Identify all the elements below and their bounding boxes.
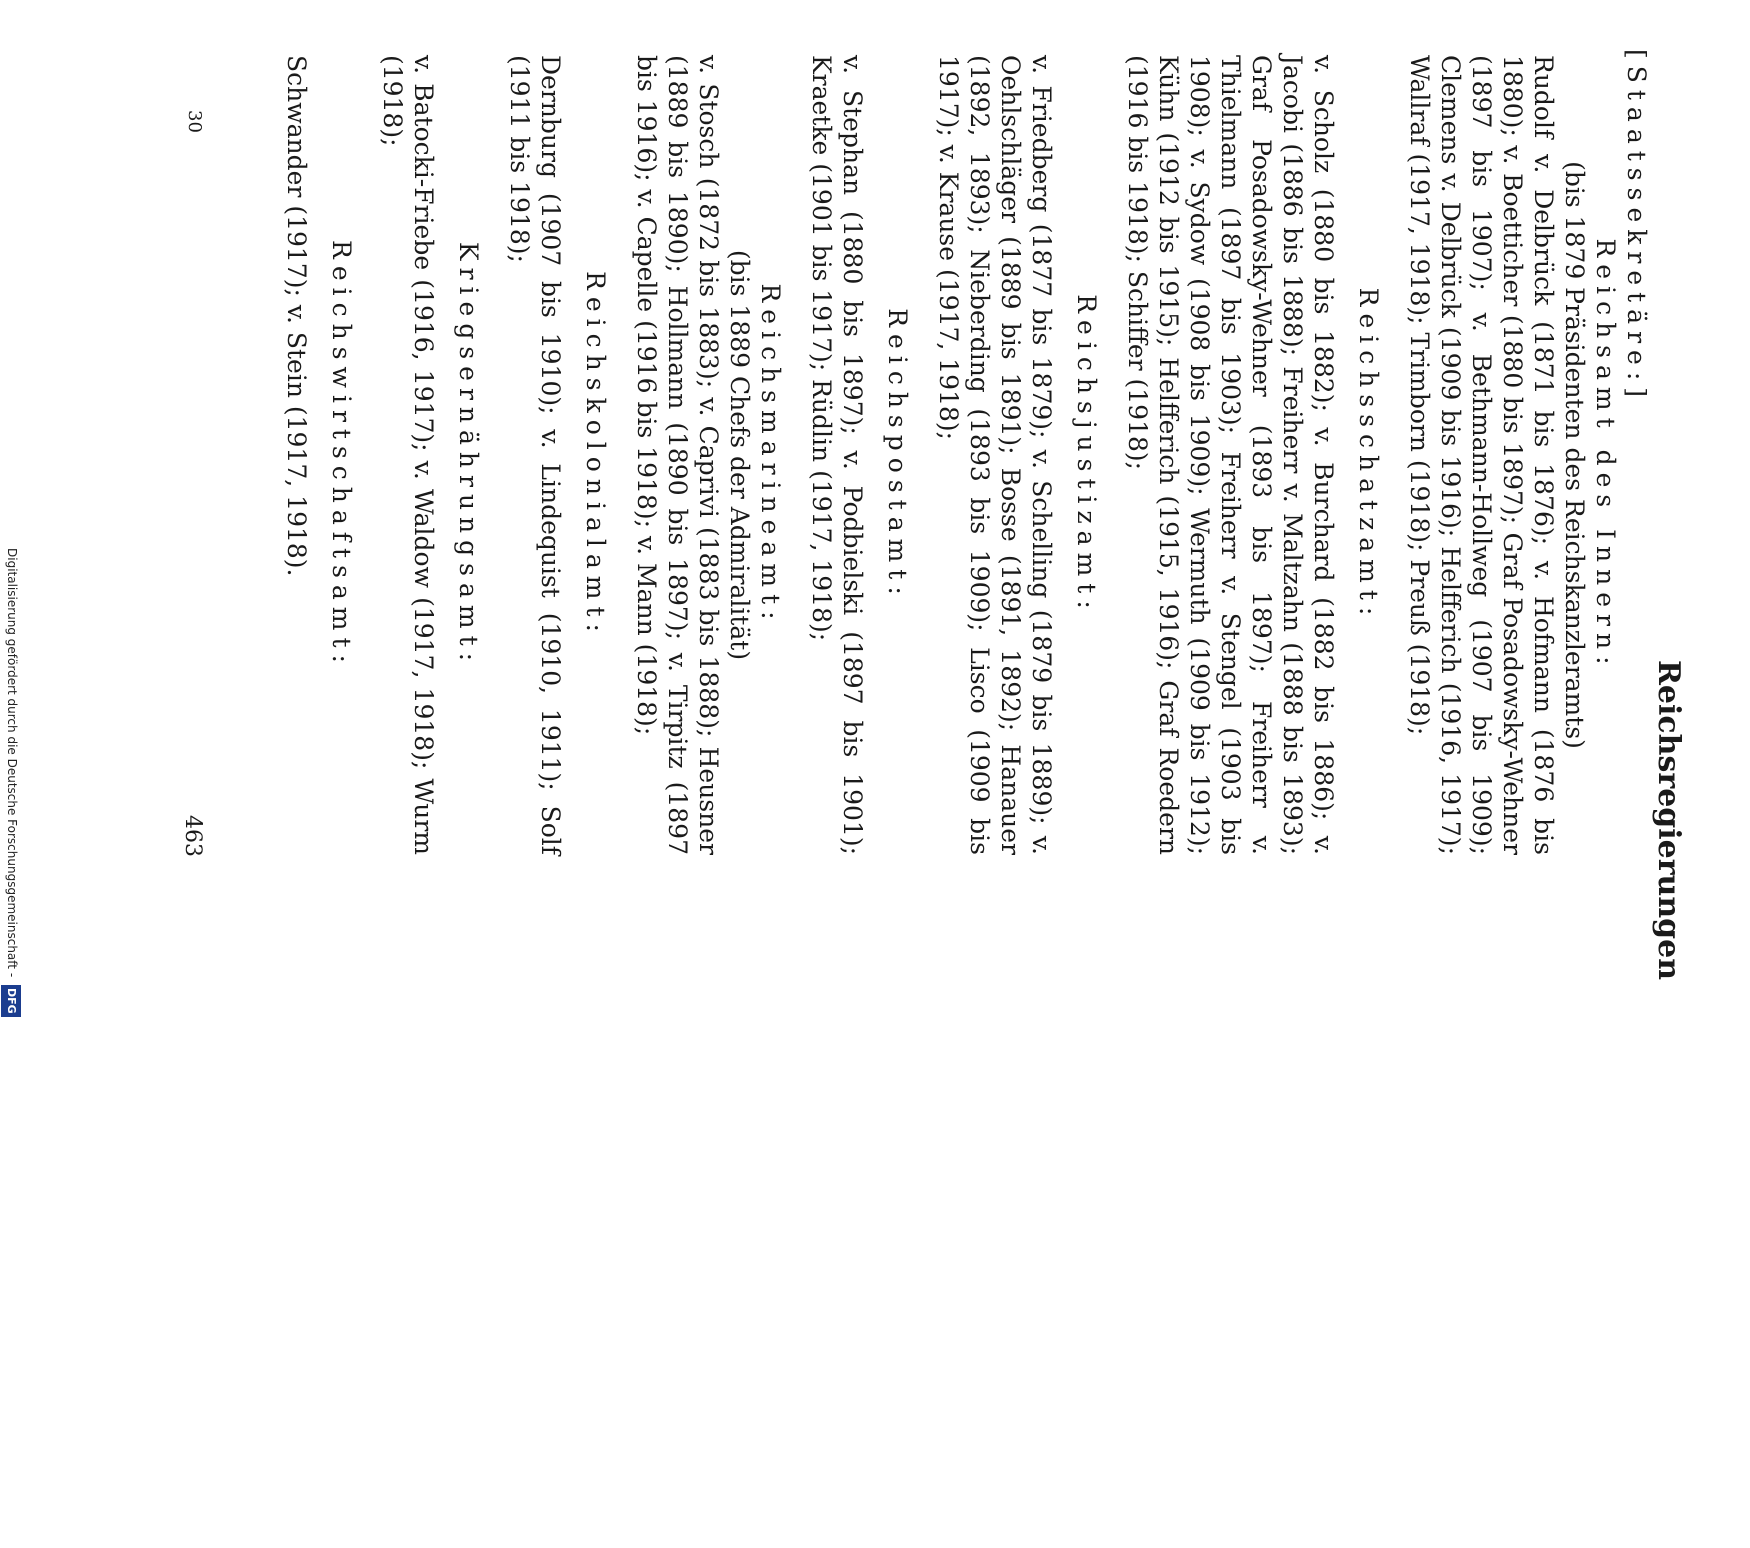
section-heading: Reichskolonialamt: [581, 271, 610, 639]
page-title: Reichsregierungen [1651, 660, 1686, 981]
paragraph: v. Stephan (1880 bis 1897); v. Podbielski (1897 bis 1901); Kraetke (1901 bis 1917); Rüdlin (1917, 1918); [807, 55, 867, 855]
section-heading: Reichspostamt: [883, 308, 912, 602]
paragraph: v. Batocki-Friebe (1916, 1917); v. Waldow (1917, 1918); Wurm (1918); [378, 55, 438, 855]
section-subheading: (bis 1889 Chefs der Admiralität) [725, 249, 754, 661]
paragraph: v. Stosch (1872 bis 1883); v. Caprivi (1883 bis 1888); Heusner (1889 bis 1890); Hollmann (1890 bis 1897); v. Tirpitz (1897 bis 1916); v. Capelle (1916 bis 1918); v. Mann (1918); [632, 55, 723, 855]
section-heading: Reichsamt des Innern: [1591, 238, 1620, 672]
paragraph: Schwander (1917); v. Stein (1917, 1918). [282, 55, 311, 577]
section-heading: Reichswirtschaftsamt: [327, 240, 356, 670]
paragraph: v. Scholz (1880 bis 1882); v. Burchard (1882 bis 1886); v. Jacobi (1886 bis 1888); Freiherr v. Maltzahn (1888 bis 1893); Graf Posadowsky-Wehner (1893 bis 1897); Freiherr v. Thielmann (1897 bis 1903); Freiherr v. Stengel (1903 bis 1908); v. Sydow (1908 bis 1909); Wermuth (1909 bis 1912); Kühn (1912 bis 1915); Helfferich (1915, 1916); Graf Roedern (1916 bis 1918); Schiffer (1918); [1123, 55, 1338, 855]
signature-mark: 30 [184, 110, 205, 133]
section-subheading: (bis 1879 Präsidenten des Reichskanzleramts) [1560, 161, 1589, 749]
paragraph: v. Friedberg (1877 bis 1879); v. Schelling (1879 bis 1889); v. Oehlschläger (1889 bis 1891); Bosse (1891, 1892); Hanauer (1892, 1893); Nieberding (1893 bis 1909); Lisco (1909 bis 1917); v. Krause (1917, 1918); [934, 55, 1056, 855]
text-block [281, 49, 1652, 855]
section-lead: [Staatssekretäre:] [1622, 49, 1651, 405]
paragraph: Rudolf v. Delbrück (1871 bis 1876); v. Hofmann (1876 bis 1880); v. Boetticher (1880 bis 1897); Graf Posadowsky-Wehner (1897 bis 1907); v. Bethmann-Hollweg (1907 bis 1909); Clemens v. Delbrück (1909 bis 1916); Helfferich (1916, 1917); Wallraf (1917, 1918); Trimborn (1918); Preuß (1918); [1405, 55, 1558, 855]
dfg-logo-icon: DFG [1, 985, 21, 1017]
section-heading: Reichsschatzamt: [1354, 287, 1383, 623]
section-heading: Reichsmarineamt: [756, 283, 785, 627]
footer-text: Digitalisierung gefördert durch die Deutsche Forschungsgemeinschaft - [5, 548, 19, 978]
page-number: 463 [180, 815, 205, 857]
section-heading: Kriegsernährungsamt: [454, 241, 483, 669]
paragraph: Dernburg (1907 bis 1910); v. Lindequist (1910, 1911); Solf (1911 bis 1918); [505, 55, 565, 855]
section-heading: Reichsjustizamt: [1072, 294, 1101, 616]
funding-footer [0, 0, 24, 1014]
